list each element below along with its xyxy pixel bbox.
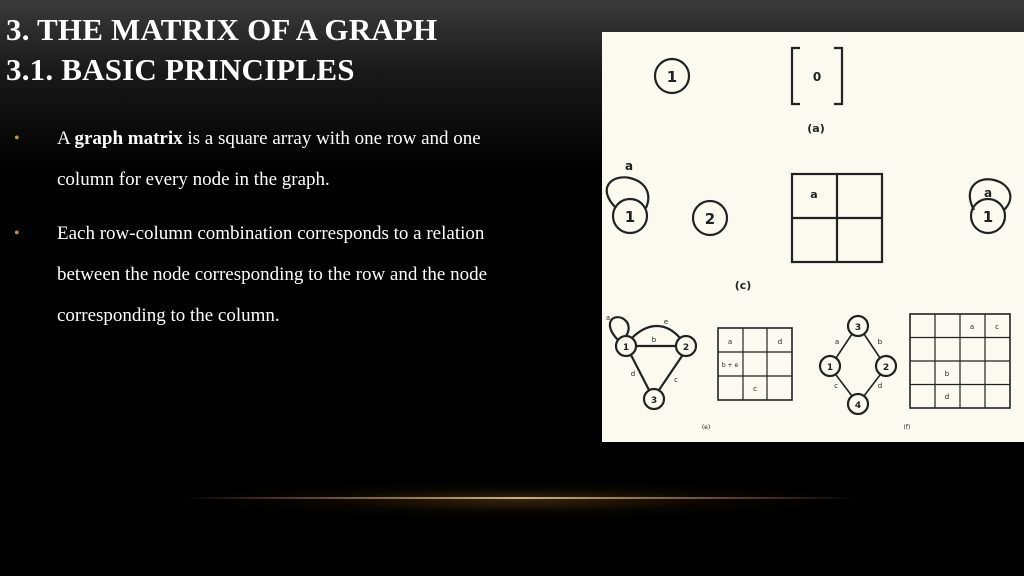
node-label: 1	[826, 363, 834, 373]
bullet-item	[14, 213, 534, 336]
edge-label: d	[630, 370, 636, 378]
edge-label: c	[674, 376, 678, 384]
matrix-cell-value: b + e	[721, 362, 739, 369]
bullet-bold-term: graph matrix	[74, 128, 183, 149]
node-label: 1	[666, 68, 678, 86]
matrix-cell-value: 0	[812, 70, 822, 84]
node-label: 2	[704, 210, 716, 228]
node-label: 3	[650, 396, 658, 406]
matrix-cell-value: a	[810, 188, 818, 201]
caption-c: (c)	[734, 279, 752, 292]
matrix-cell-value: a	[727, 338, 733, 346]
edge-label: b	[877, 338, 883, 346]
figure-svg	[602, 32, 1024, 442]
caption-a: (a)	[807, 122, 825, 135]
node-label: 2	[882, 363, 890, 373]
bullet-text: Each row-column combination corresponds to a relation between the node corresponding to the row and the node corresponding to the column.	[57, 223, 488, 326]
graph-matrix-figure	[602, 32, 1024, 442]
matrix-cell-value: d	[944, 393, 950, 401]
caption-e: (e)	[701, 424, 711, 431]
node-label: 2	[682, 343, 690, 353]
title-line-1: 3. THE MATRIX OF A GRAPH	[6, 12, 438, 47]
node-label: 4	[854, 401, 862, 411]
matrix-cell-value: d	[777, 338, 783, 346]
bullet-text-pre: A	[57, 128, 75, 149]
edge-label: a	[834, 338, 840, 346]
node-label: 3	[854, 323, 862, 333]
edge-label: a	[624, 159, 634, 173]
node-label: 1	[624, 208, 636, 226]
edge-label: e	[663, 318, 669, 326]
edge-label: c	[834, 382, 838, 390]
title-line-2: 3.1. BASIC PRINCIPLES	[6, 52, 355, 87]
matrix-cell-value: b	[944, 370, 950, 378]
matrix-cell-value: a	[969, 323, 975, 331]
bullet-list	[14, 118, 534, 349]
footer-divider	[180, 497, 860, 499]
matrix-cell-value: c	[995, 323, 999, 331]
bullet-item	[14, 118, 534, 200]
node-label: 1	[982, 208, 994, 226]
caption-f: (f)	[903, 424, 911, 431]
edge-label: d	[877, 382, 883, 390]
node-label: 1	[622, 343, 630, 353]
matrix-cell-value: c	[753, 385, 757, 393]
bullet-text-post: is a square array with one row and one column for every node in the graph.	[57, 128, 481, 190]
bullet-marker: •	[14, 130, 20, 147]
footer-glow	[180, 480, 860, 520]
edge-label: a	[983, 186, 993, 200]
bullet-marker: •	[14, 225, 20, 242]
slide-title	[6, 10, 437, 90]
edge-label: b	[651, 336, 657, 344]
edge-label: a	[605, 314, 611, 322]
